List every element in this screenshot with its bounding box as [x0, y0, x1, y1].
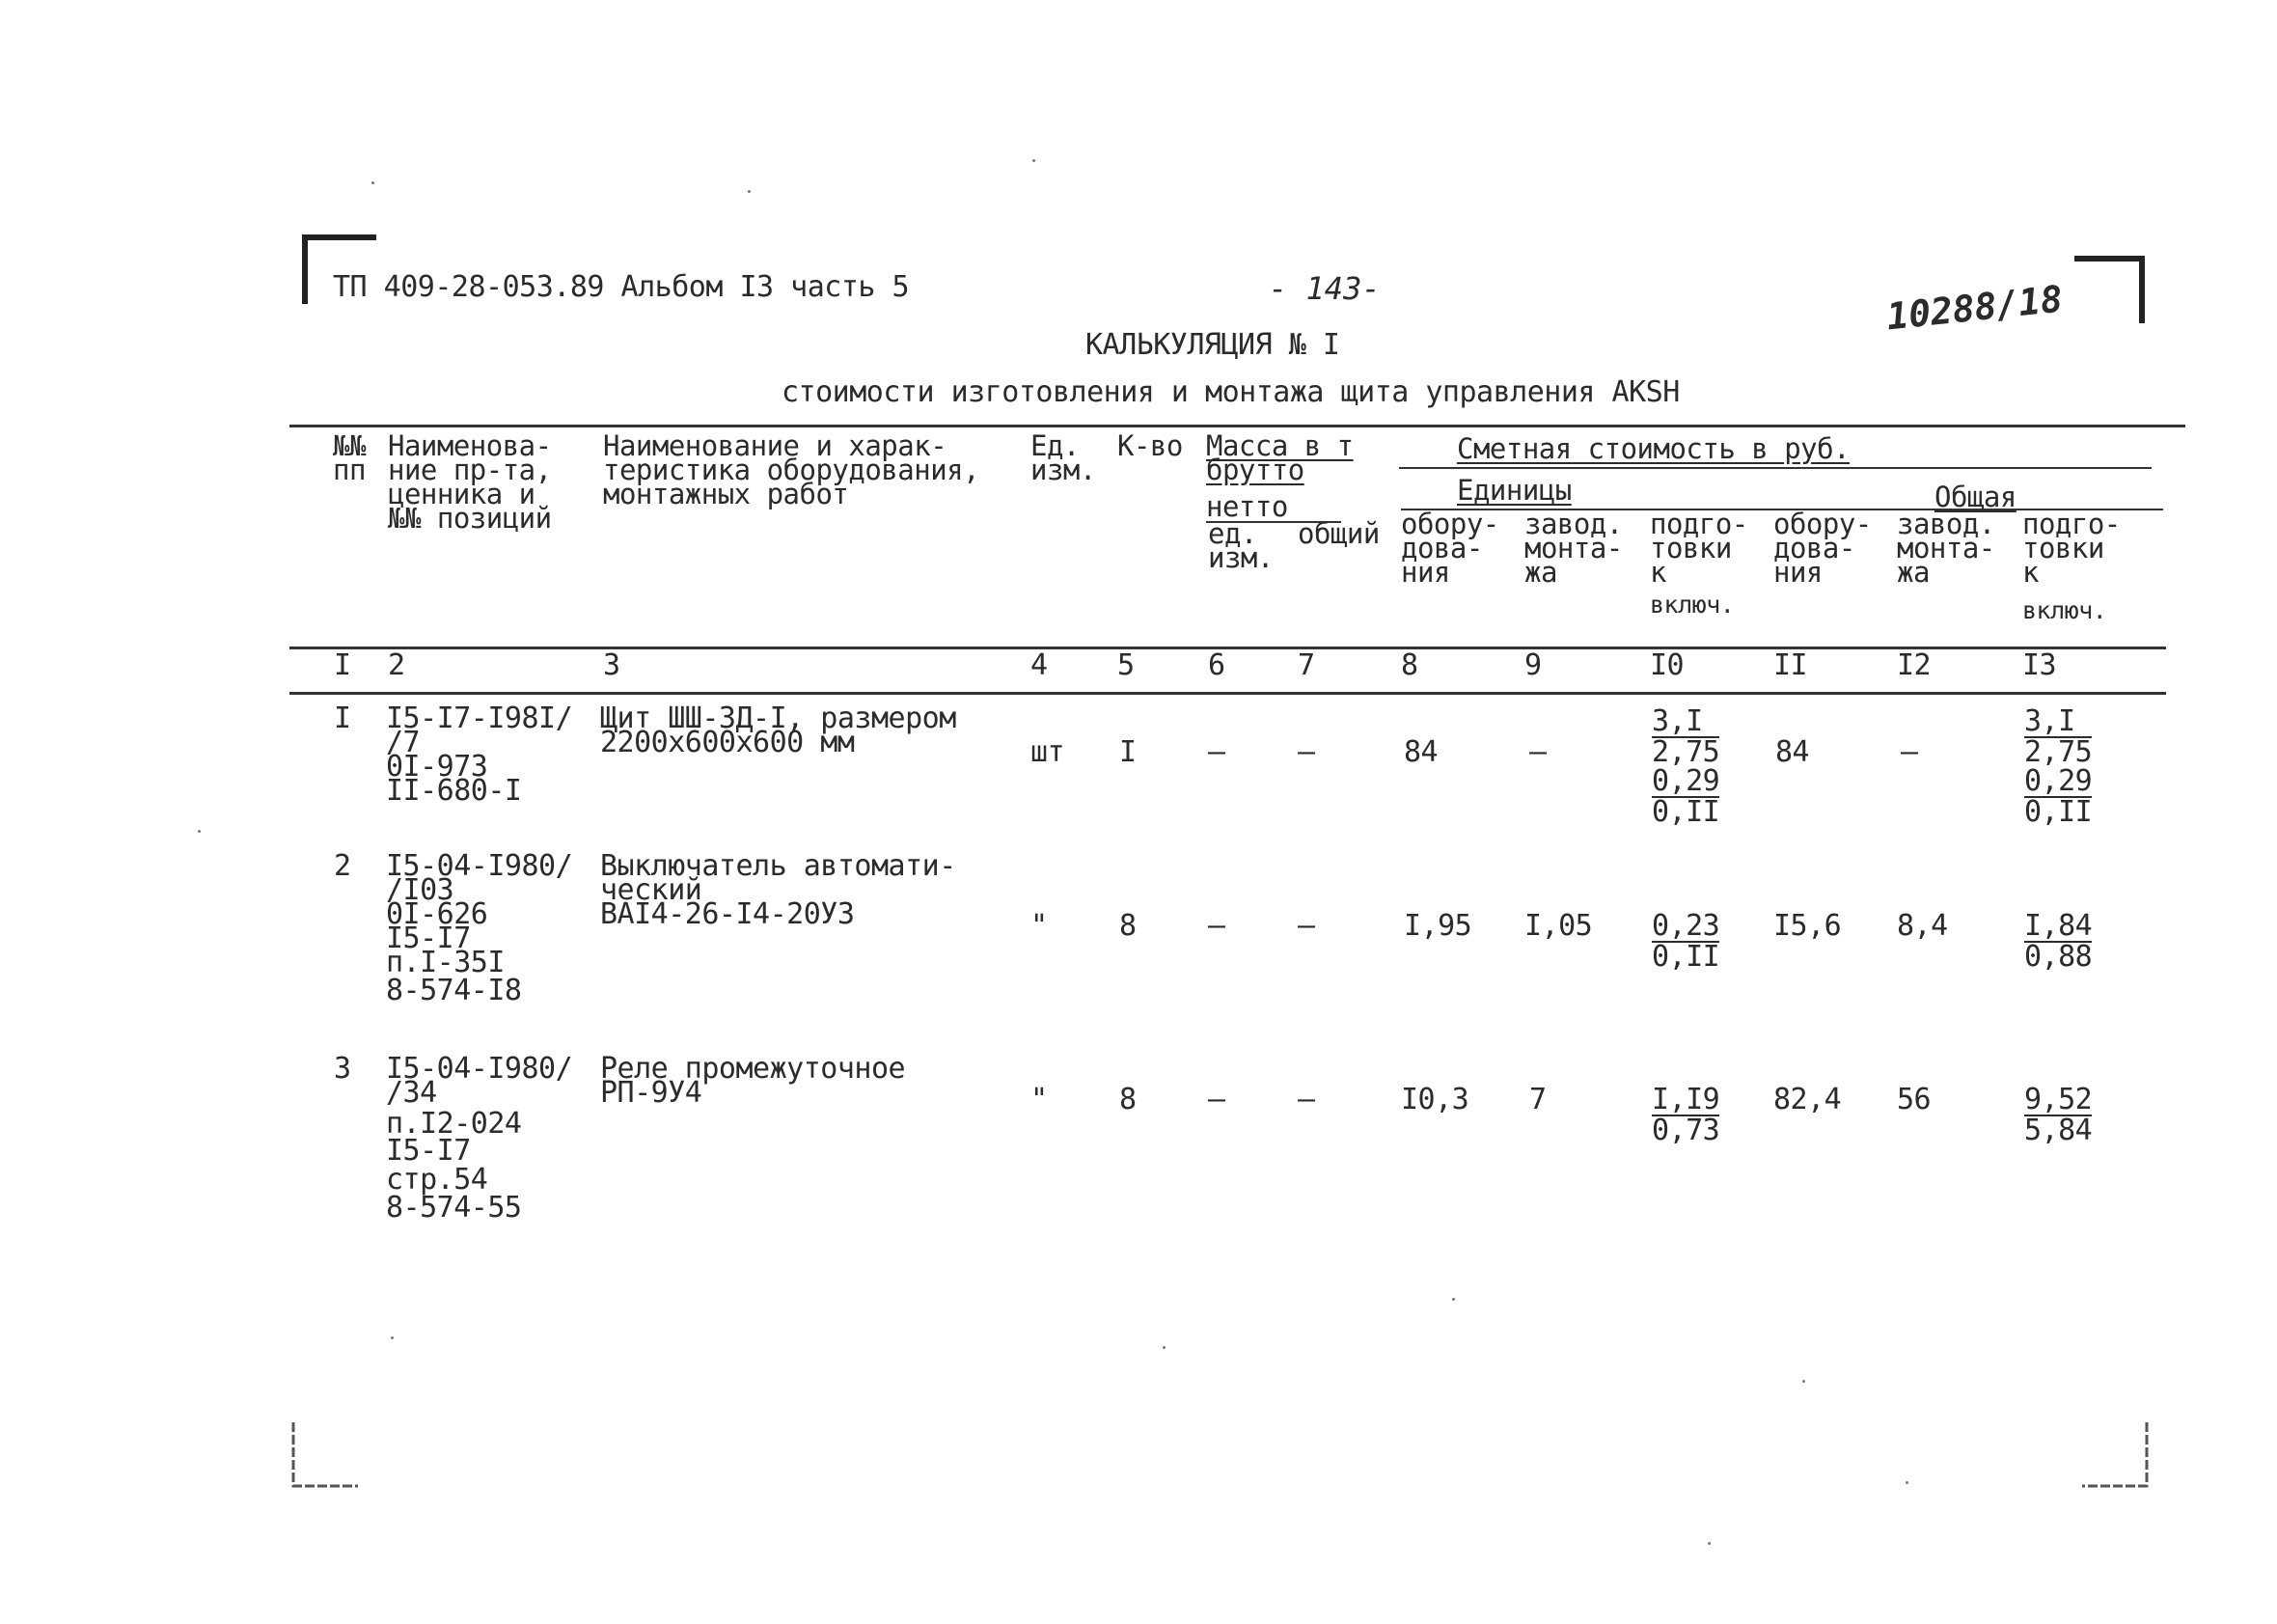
page-number: - 143- [1269, 270, 1381, 307]
column-number: 5 [1117, 648, 1135, 682]
document-title: КАЛЬКУЛЯЦИЯ № I [1085, 328, 1340, 362]
header-col-4-line1: Ед. [1030, 429, 1080, 462]
header-col-10-line3: к [1650, 556, 1666, 589]
mass-unit-cell: – [1208, 735, 1225, 769]
fraction-numerator: 3,I [2024, 707, 2092, 738]
fraction-denominator: 5,84 [2024, 1114, 2093, 1147]
equipment-unit-cost: I,95 [1404, 909, 1472, 943]
scan-speck [1906, 1481, 1908, 1484]
preparation-total-cost [2024, 909, 2093, 974]
fraction-denominator: 0,II [2024, 795, 2093, 829]
header-col-13-line2: товки [2022, 532, 2104, 564]
header-col-2-line4: №№ позиций [388, 502, 552, 535]
equipment-total-cost: I5,6 [1773, 909, 1842, 943]
header-mass-netto: нетто [1206, 490, 1288, 523]
item-description-line: ВАI4-26-I4-20УЗ [600, 897, 855, 931]
preparation-total-cost [2024, 704, 2093, 769]
frame-corner-bottom-right [2074, 1418, 2161, 1496]
fraction-denominator: 0,73 [1652, 1114, 1720, 1147]
fraction-denominator: 2,75 [2024, 735, 2093, 769]
position-code-line: /7 [386, 726, 421, 759]
header-bottom-rule [289, 647, 2166, 649]
scan-speck [1802, 1380, 1805, 1383]
frame-corner-bottom-left [286, 1418, 372, 1496]
header-col-11-line3: ния [1773, 556, 1823, 589]
preparation-unit-cost [1652, 704, 1720, 769]
header-col-9-line3: жа [1524, 556, 1557, 589]
header-col-8-line1: обору- [1401, 508, 1499, 540]
mass-unit-cell: – [1208, 1083, 1225, 1116]
position-code-line: I5-I7 [386, 1134, 471, 1168]
header-col-3-line1: Наименование и харак- [603, 429, 947, 462]
header-total-group: Общая [1934, 481, 2016, 513]
quantity-cell: I [1119, 735, 1137, 769]
fraction-denominator: 0,II [1652, 940, 1720, 974]
preparation-unit-cost [1652, 909, 1720, 974]
position-code-line: I5-04-I980/ [386, 1052, 573, 1086]
header-mass-brutto: брутто [1206, 454, 1304, 486]
position-code-line: II-680-I [386, 774, 522, 808]
equipment-unit-cost: 84 [1404, 735, 1439, 769]
frame-corner-top-right [2065, 251, 2152, 328]
item-description-line: ческий [600, 873, 702, 907]
header-col-10-line1: подго- [1650, 508, 1748, 540]
scan-speck [198, 830, 201, 833]
fraction-denominator: 2,75 [1652, 735, 1720, 769]
preparation-unit-cost [1652, 1083, 1720, 1147]
installation-unit-cost: I,05 [1524, 909, 1593, 943]
header-col-12-line1: завод. [1897, 508, 1995, 540]
fraction-numerator: I,84 [2024, 909, 2093, 943]
preparation-unit-cost [1652, 764, 1720, 829]
header-col-7: общий [1298, 517, 1380, 550]
header-col-3-line2: теристика оборудования, [603, 454, 980, 486]
column-number: 6 [1208, 648, 1225, 682]
header-col-1-line2: пп [333, 454, 366, 486]
fraction-denominator: 0,88 [2024, 940, 2093, 974]
header-col-11-line1: обору- [1773, 508, 1872, 540]
equipment-total-cost: 84 [1775, 735, 1810, 769]
position-code-line: I5-04-I980/ [386, 849, 573, 883]
header-col-12-line3: жа [1897, 556, 1930, 589]
unit-cell: " [1030, 909, 1048, 943]
position-code-line: I5-I7-I98I/ [386, 702, 573, 735]
preparation-total-cost [2024, 1083, 2093, 1147]
equipment-unit-cost: I0,3 [1401, 1083, 1469, 1116]
column-number: I2 [1897, 648, 1932, 682]
position-code-line: 8-574-I8 [386, 974, 522, 1007]
item-description-line: 2200x600x600 мм [600, 726, 855, 759]
installation-total-cost: 8,4 [1897, 909, 1948, 943]
header-col-5: К-во [1117, 429, 1183, 462]
header-col-9-line1: завод. [1524, 508, 1623, 540]
header-col-8-line3: ния [1401, 556, 1450, 589]
inventory-number: 10288/18 [1884, 277, 2065, 339]
header-col-13-line1: подго- [2022, 508, 2121, 540]
fraction-numerator: 0,29 [2024, 764, 2093, 798]
header-col-8-line2: дова- [1401, 532, 1483, 564]
cost-group-rule [1399, 467, 2152, 469]
header-col-12-line2: монта- [1897, 532, 1995, 564]
position-code-line: п.I2-024 [386, 1107, 522, 1141]
item-description-line: Выключатель автомати- [600, 849, 956, 883]
mass-total-cell: – [1298, 1083, 1315, 1116]
header-col-6-line2: изм. [1208, 541, 1274, 574]
column-number: 3 [603, 648, 620, 682]
header-col-10-line4: включ. [1650, 591, 1735, 619]
header-cost-title: Сметная стоимость в руб. [1457, 432, 1851, 465]
installation-unit-cost: 7 [1529, 1083, 1547, 1116]
document-reference: ТП 409-28-053.89 Альбом I3 часть 5 [333, 270, 910, 304]
scan-speck [1163, 1346, 1166, 1349]
header-col-11-line2: дова- [1773, 532, 1855, 564]
column-number: I [334, 648, 351, 682]
quantity-cell: 8 [1119, 909, 1137, 943]
scan-speck [1452, 1298, 1455, 1301]
table-top-rule [289, 425, 2185, 427]
column-number: 4 [1030, 648, 1048, 682]
header-unit-group: Единицы [1457, 474, 1572, 507]
scan-speck [1032, 159, 1035, 162]
fraction-numerator: 0,23 [1652, 909, 1720, 943]
header-col-2-line2: ние пр-та, [388, 454, 552, 486]
scan-speck [1708, 1542, 1711, 1545]
header-col-4-line2: изм. [1030, 454, 1096, 486]
header-col-13-line4: включ. [2022, 596, 2107, 624]
position-code-line: 0I-973 [386, 750, 488, 784]
quantity-cell: 8 [1119, 1083, 1137, 1116]
scan-speck [748, 190, 751, 193]
installation-total-cost: – [1901, 735, 1918, 769]
installation-total-cost: 56 [1897, 1083, 1932, 1116]
preparation-total-cost [2024, 764, 2093, 829]
item-description-line: Реле промежуточное [600, 1052, 906, 1086]
position-code-line: п.I-35I [386, 946, 505, 979]
column-number: I0 [1650, 648, 1685, 682]
fraction-numerator: 3,I [1652, 707, 1719, 738]
unit-cell: шт [1030, 735, 1065, 769]
installation-unit-cost: – [1529, 735, 1547, 769]
header-col-1-line1: №№ [333, 429, 366, 462]
fraction-numerator: I,I9 [1652, 1083, 1720, 1116]
header-col-9-line2: монта- [1524, 532, 1623, 564]
equipment-total-cost: 82,4 [1773, 1083, 1842, 1116]
position-code-line: I5-I7 [386, 922, 471, 955]
mass-unit-cell: – [1208, 909, 1225, 943]
row-number: I [334, 702, 351, 735]
header-col-2-line1: Наименова- [388, 429, 552, 462]
fraction-numerator: 0,29 [1652, 764, 1720, 798]
item-description-line: РП-9У4 [600, 1076, 702, 1110]
position-code-line: 0I-626 [386, 897, 488, 931]
fraction-denominator: 0,II [1652, 795, 1720, 829]
header-col-13-line3: к [2022, 556, 2039, 589]
row-number: 2 [334, 849, 351, 883]
position-code-line: 8-574-55 [386, 1191, 522, 1225]
column-number: 9 [1524, 648, 1542, 682]
mass-total-cell: – [1298, 735, 1315, 769]
column-number: 7 [1298, 648, 1315, 682]
fraction-numerator: 9,52 [2024, 1083, 2093, 1116]
column-number: I3 [2022, 648, 2057, 682]
scan-speck [371, 181, 374, 184]
header-mass-title: Масса в т [1206, 429, 1354, 462]
column-number: 2 [388, 648, 405, 682]
item-description-line: Щит ШШ-ЗД-I, размером [600, 702, 956, 735]
column-number: 8 [1401, 648, 1418, 682]
position-code-line: стр.54 [386, 1163, 488, 1197]
position-code-line: /I03 [386, 873, 454, 907]
column-number: II [1773, 648, 1808, 682]
document-subtitle: стоимости изготовления и монтажа щита управления AKSH [782, 375, 1680, 409]
header-col-10-line2: товки [1650, 532, 1732, 564]
numbering-bottom-rule [289, 692, 2166, 695]
scan-speck [391, 1336, 394, 1339]
unit-cell: " [1030, 1083, 1048, 1116]
header-col-6-line1: ед. [1208, 517, 1257, 550]
mass-total-cell: – [1298, 909, 1315, 943]
row-number: 3 [334, 1052, 351, 1086]
header-col-2-line3: ценника и [388, 478, 535, 510]
header-col-3-line3: монтажных работ [603, 478, 849, 510]
position-code-line: /34 [386, 1076, 437, 1110]
